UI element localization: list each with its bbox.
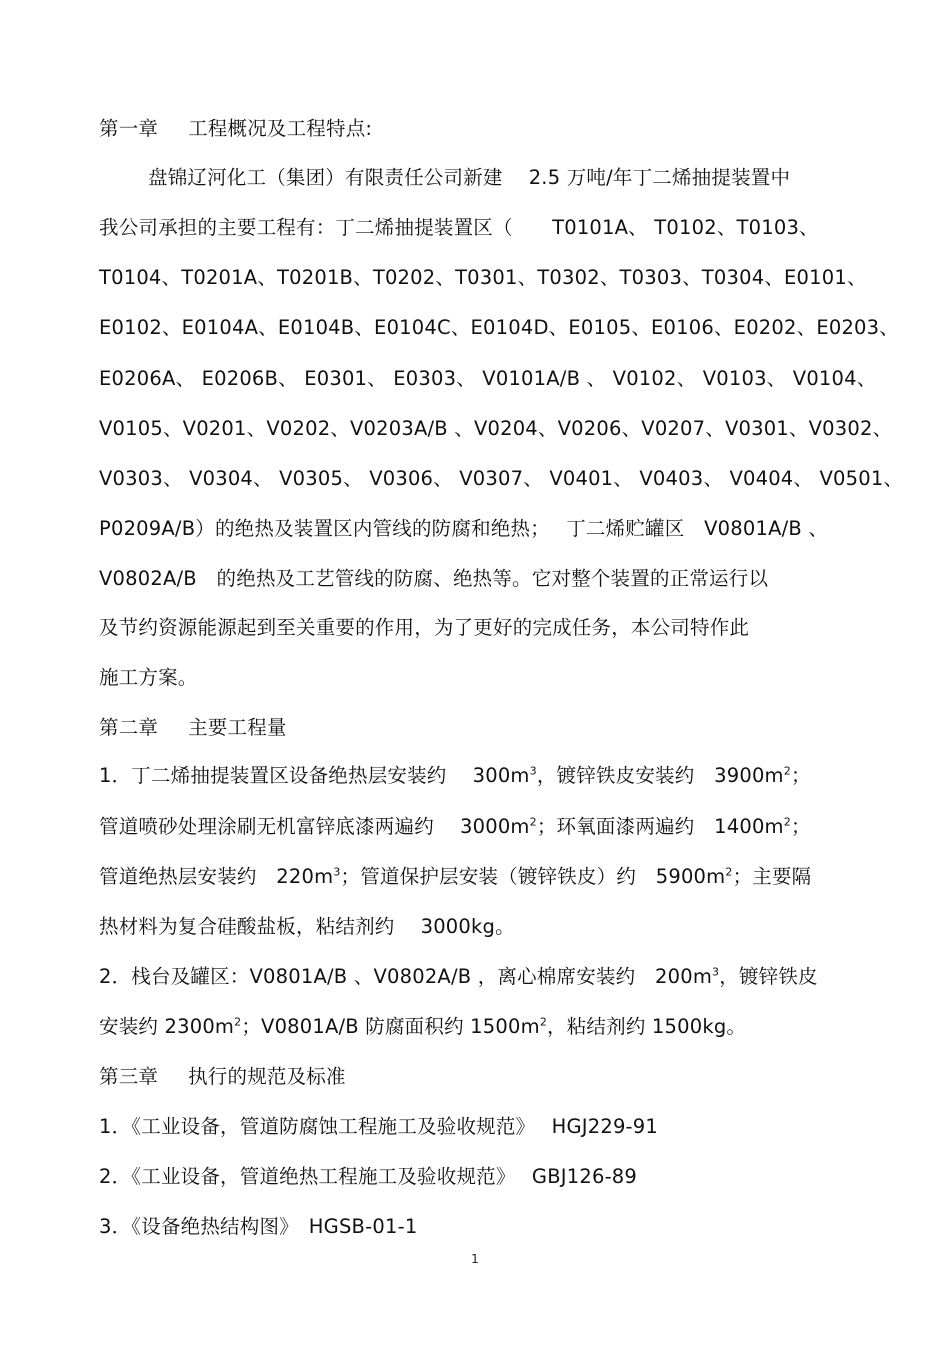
chapter-1-number: 第一章 — [99, 117, 159, 140]
quantity-item-1-line-3: 管道绝热层安装约 $220m^3$；管道保护层安装（镀锌铁皮）约 $5900m^2$；主要隔 — [99, 865, 812, 888]
quantity-item-1-line-1: 1．丁二烯抽提装置区设备绝热层安装约 $300m^3$，镀锌铁皮安装约 $3900m^2$； — [99, 764, 811, 787]
paragraph-line: 盘锦辽河化工（集团）有限责任公司新建 2.5 万吨/年丁二烯抽提装置中 — [148, 166, 791, 189]
paragraph-line: V0303、 V0304、 V0305、 V0306、 V0307、 V0401、 V0403、 V0404、 V0501、 — [99, 467, 904, 490]
chapter-3-title: 执行的规范及标准 — [188, 1065, 346, 1088]
chapter-2-number: 第二章 — [99, 716, 159, 739]
quantity-item-2-line-2: 安装约 $2300m^2$；V0801A/B 防腐面积约 $1500m^2$，粘结剂约 1500kg。 — [99, 1015, 747, 1038]
paragraph-line: V0802A/B 的绝热及工艺管线的防腐、绝热等。它对整个装置的正常运行以 — [99, 567, 769, 590]
paragraph-line: 我公司承担的主要工程有：丁二烯抽提装置区（ T0101A、 T0102、T0103、 — [99, 216, 819, 239]
chapter-2-title: 主要工程量 — [188, 716, 287, 739]
chapter-3-heading — [99, 1064, 346, 1090]
paragraph-line: 及节约资源能源起到至关重要的作用，为了更好的完成任务，本公司特作此 — [99, 616, 750, 639]
chapter-1-title: 工程概况及工程特点: — [188, 117, 373, 140]
paragraph-line: T0104、T0201A、T0201B、T0202、T0301、T0302、T0303、T0304、E0101、 — [99, 266, 867, 289]
standard-item-3: 3．《设备绝热结构图》 HGSB-01-1 — [99, 1215, 418, 1238]
quantity-item-2-line-1: 2．栈台及罐区：V0801A/B 、V0802A/B ，离心棉席安装约 $200m^3$，镀锌铁皮 — [99, 965, 818, 988]
paragraph-line: P0209A/B）的绝热及装置区内管线的防腐和绝热； 丁二烯贮罐区 V0801A/B 、 — [99, 517, 829, 540]
paragraph-line: V0105、V0201、V0202、V0203A/B 、V0204、V0206、V0207、V0301、V0302、 — [99, 417, 893, 440]
paragraph-line: E0102、E0104A、E0104B、E0104C、E0104D、E0105、E0106、E0202、E0203、 — [99, 316, 899, 339]
paragraph-line: 施工方案。 — [99, 666, 198, 689]
quantity-item-1-line-4: 热材料为复合硅酸盐板，粘结剂约 3000kg。 — [99, 915, 515, 938]
standard-item-1: 1．《工业设备，管道防腐蚀工程施工及验收规范》 HGJ229-91 — [99, 1115, 658, 1138]
paragraph-line: E0206A、 E0206B、 E0301、 E0303、 V0101A/B 、 V0102、 V0103、 V0104、 — [99, 367, 877, 390]
page-number: 1 — [471, 1252, 479, 1266]
quantity-item-1-line-2: 管道喷砂处理涂刷无机富锌底漆两遍约 $3000m^2$；环氧面漆两遍约 $1400m^2$； — [99, 815, 811, 838]
standard-item-2: 2．《工业设备，管道绝热工程施工及验收规范》 GBJ126-89 — [99, 1165, 638, 1188]
chapter-3-number: 第三章 — [99, 1065, 159, 1088]
chapter-1-heading — [99, 116, 372, 142]
chapter-2-heading — [99, 715, 287, 741]
